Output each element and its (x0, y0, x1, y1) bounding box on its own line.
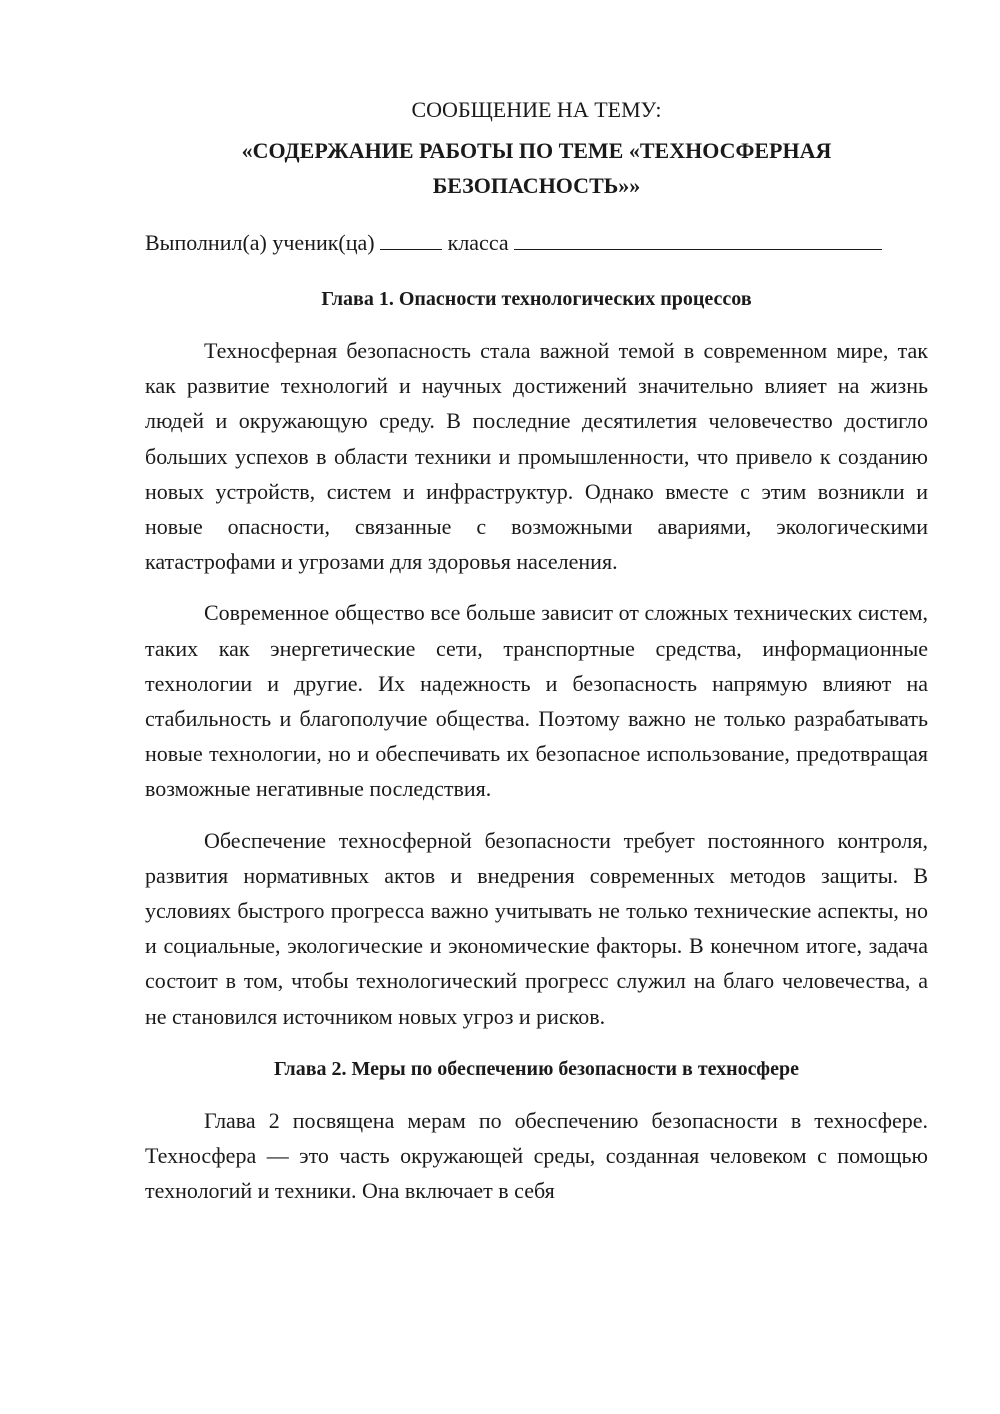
author-line (145, 225, 928, 260)
grade-blank (380, 229, 442, 250)
document-content (145, 92, 928, 1208)
document-title: «СОДЕРЖАНИЕ РАБОТЫ ПО ТЕМЕ «ТЕХНОСФЕРНАЯ БЕЗОПАСНОСТЬ»» (241, 138, 832, 198)
document-header-line: СООБЩЕНИЕ НА ТЕМУ: (411, 97, 662, 122)
author-prefix: Выполнил(а) ученик(ца) (145, 230, 375, 255)
chapter-2-heading: Глава 2. Меры по обеспечению безопасности в техносфере (274, 1057, 799, 1080)
name-blank (514, 229, 882, 250)
chapter-1-paragraph-2: Современное общество все больше зависит от сложных технических систем, таких как энергетические сети, транспортные средства, информационные технологии и другие. Их надежность и безопасность напрямую влияют на стабильность и благополучие общества. Поэтому важно не только разрабатывать новые технологии, но и обеспечивать их безопасное использование, предотвращая возможные негативные последствия. (145, 600, 928, 802)
chapter-1-paragraph-3: Обеспечение техносферной безопасности требует постоянного контроля, развития нормативных актов и внедрения современных методов защиты. В условиях быстрого прогресса важно учитывать не только технические аспекты, но и социальные, экологические и экономические факторы. В конечном итоге, задача состоит в том, чтобы технологический прогресс служил на благо человечества, а не становился источником новых угроз и рисков. (145, 827, 928, 1029)
chapter-2-paragraph-1: Глава 2 посвящена мерам по обеспечению безопасности в техносфере. Техносфера — это часть окружающей среды, созданная человеком с помощью технологий и техники. Она включает в себя (145, 1107, 928, 1204)
class-label: класса (447, 230, 509, 255)
chapter-1-paragraph-1: Техносферная безопасность стала важной темой в современном мире, так как развитие технологий и научных достижений значительно влияет на жизнь людей и окружающую среду. В последние десятилетия человечество достигло больших успехов в области техники и промышленности, что привело к созданию новых устройств, систем и инфраструктур. Однако вместе с этим возникли и новые опасности, связанные с возможными авариями, экологическими катастрофами и угрозами для здоровья населения. (145, 338, 928, 575)
chapter-1-heading: Глава 1. Опасности технологических процессов (321, 288, 752, 310)
